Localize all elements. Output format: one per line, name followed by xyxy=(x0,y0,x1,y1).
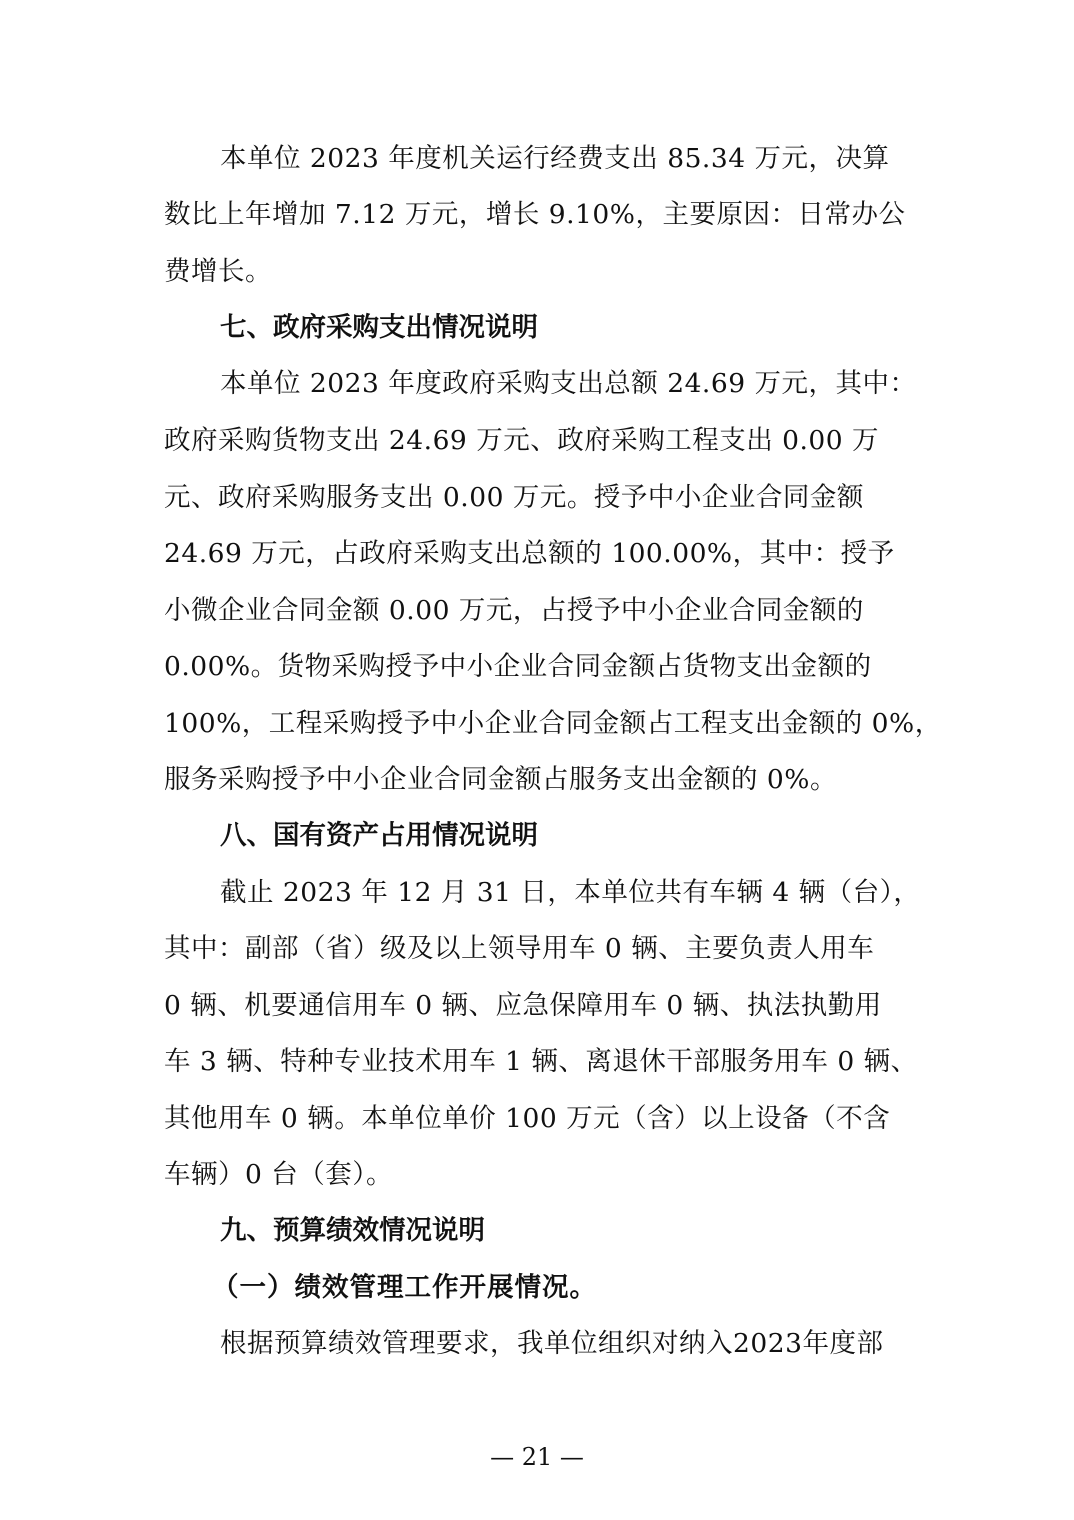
body-text-line: 本单位 2023 年度政府采购支出总额 24.69 万元，其中： xyxy=(220,368,917,399)
body-text-line: 数比上年增加 7.12 万元，增长 9.10%，主要原因：日常办公 xyxy=(164,199,906,230)
body-text-line: 车辆）0 台（套）。 xyxy=(164,1159,394,1190)
sub-heading-performance-management: （一）绩效管理工作开展情况。 xyxy=(212,1272,597,1303)
body-text-line: 费增长。 xyxy=(164,256,272,287)
body-text-line: 其他用车 0 辆。本单位单价 100 万元（含）以上设备（不含 xyxy=(164,1103,891,1134)
body-text-line: 小微企业合同金额 0.00 万元，占授予中小企业合同金额的 xyxy=(164,595,864,626)
body-text-line: 0.00%。货物采购授予中小企业合同金额占货物支出金额的 xyxy=(164,651,872,682)
body-text-line: 根据预算绩效管理要求，我单位组织对纳入2023年度部 xyxy=(220,1328,884,1359)
section-heading-procurement: 七、政府采购支出情况说明 xyxy=(220,312,538,343)
body-text-line: 24.69 万元，占政府采购支出总额的 100.00%，其中：授予 xyxy=(164,538,895,569)
body-text-line: 本单位 2023 年度机关运行经费支出 85.34 万元，决算 xyxy=(220,143,890,174)
body-text-line: 其中：副部（省）级及以上领导用车 0 辆、主要负责人用车 xyxy=(164,933,875,964)
section-heading-performance: 九、预算绩效情况说明 xyxy=(220,1215,485,1246)
body-text-line: 服务采购授予中小企业合同金额占服务支出金额的 0%。 xyxy=(164,764,837,795)
body-text-line: 100%，工程采购授予中小企业合同金额占工程支出金额的 0%， xyxy=(164,708,942,739)
body-text-line: 截止 2023 年 12 月 31 日，本单位共有车辆 4 辆（台）， xyxy=(220,877,921,908)
body-text-line: 政府采购货物支出 24.69 万元、政府采购工程支出 0.00 万 xyxy=(164,425,880,456)
body-text-line: 0 辆、机要通信用车 0 辆、应急保障用车 0 辆、执法执勤用 xyxy=(164,990,882,1021)
body-text-line: 车 3 辆、特种专业技术用车 1 辆、离退休干部服务用车 0 辆、 xyxy=(164,1046,918,1077)
page-number: — 21 — xyxy=(490,1443,584,1471)
section-heading-state-assets: 八、国有资产占用情况说明 xyxy=(220,820,538,851)
body-text-line: 元、政府采购服务支出 0.00 万元。授予中小企业合同金额 xyxy=(164,482,864,513)
